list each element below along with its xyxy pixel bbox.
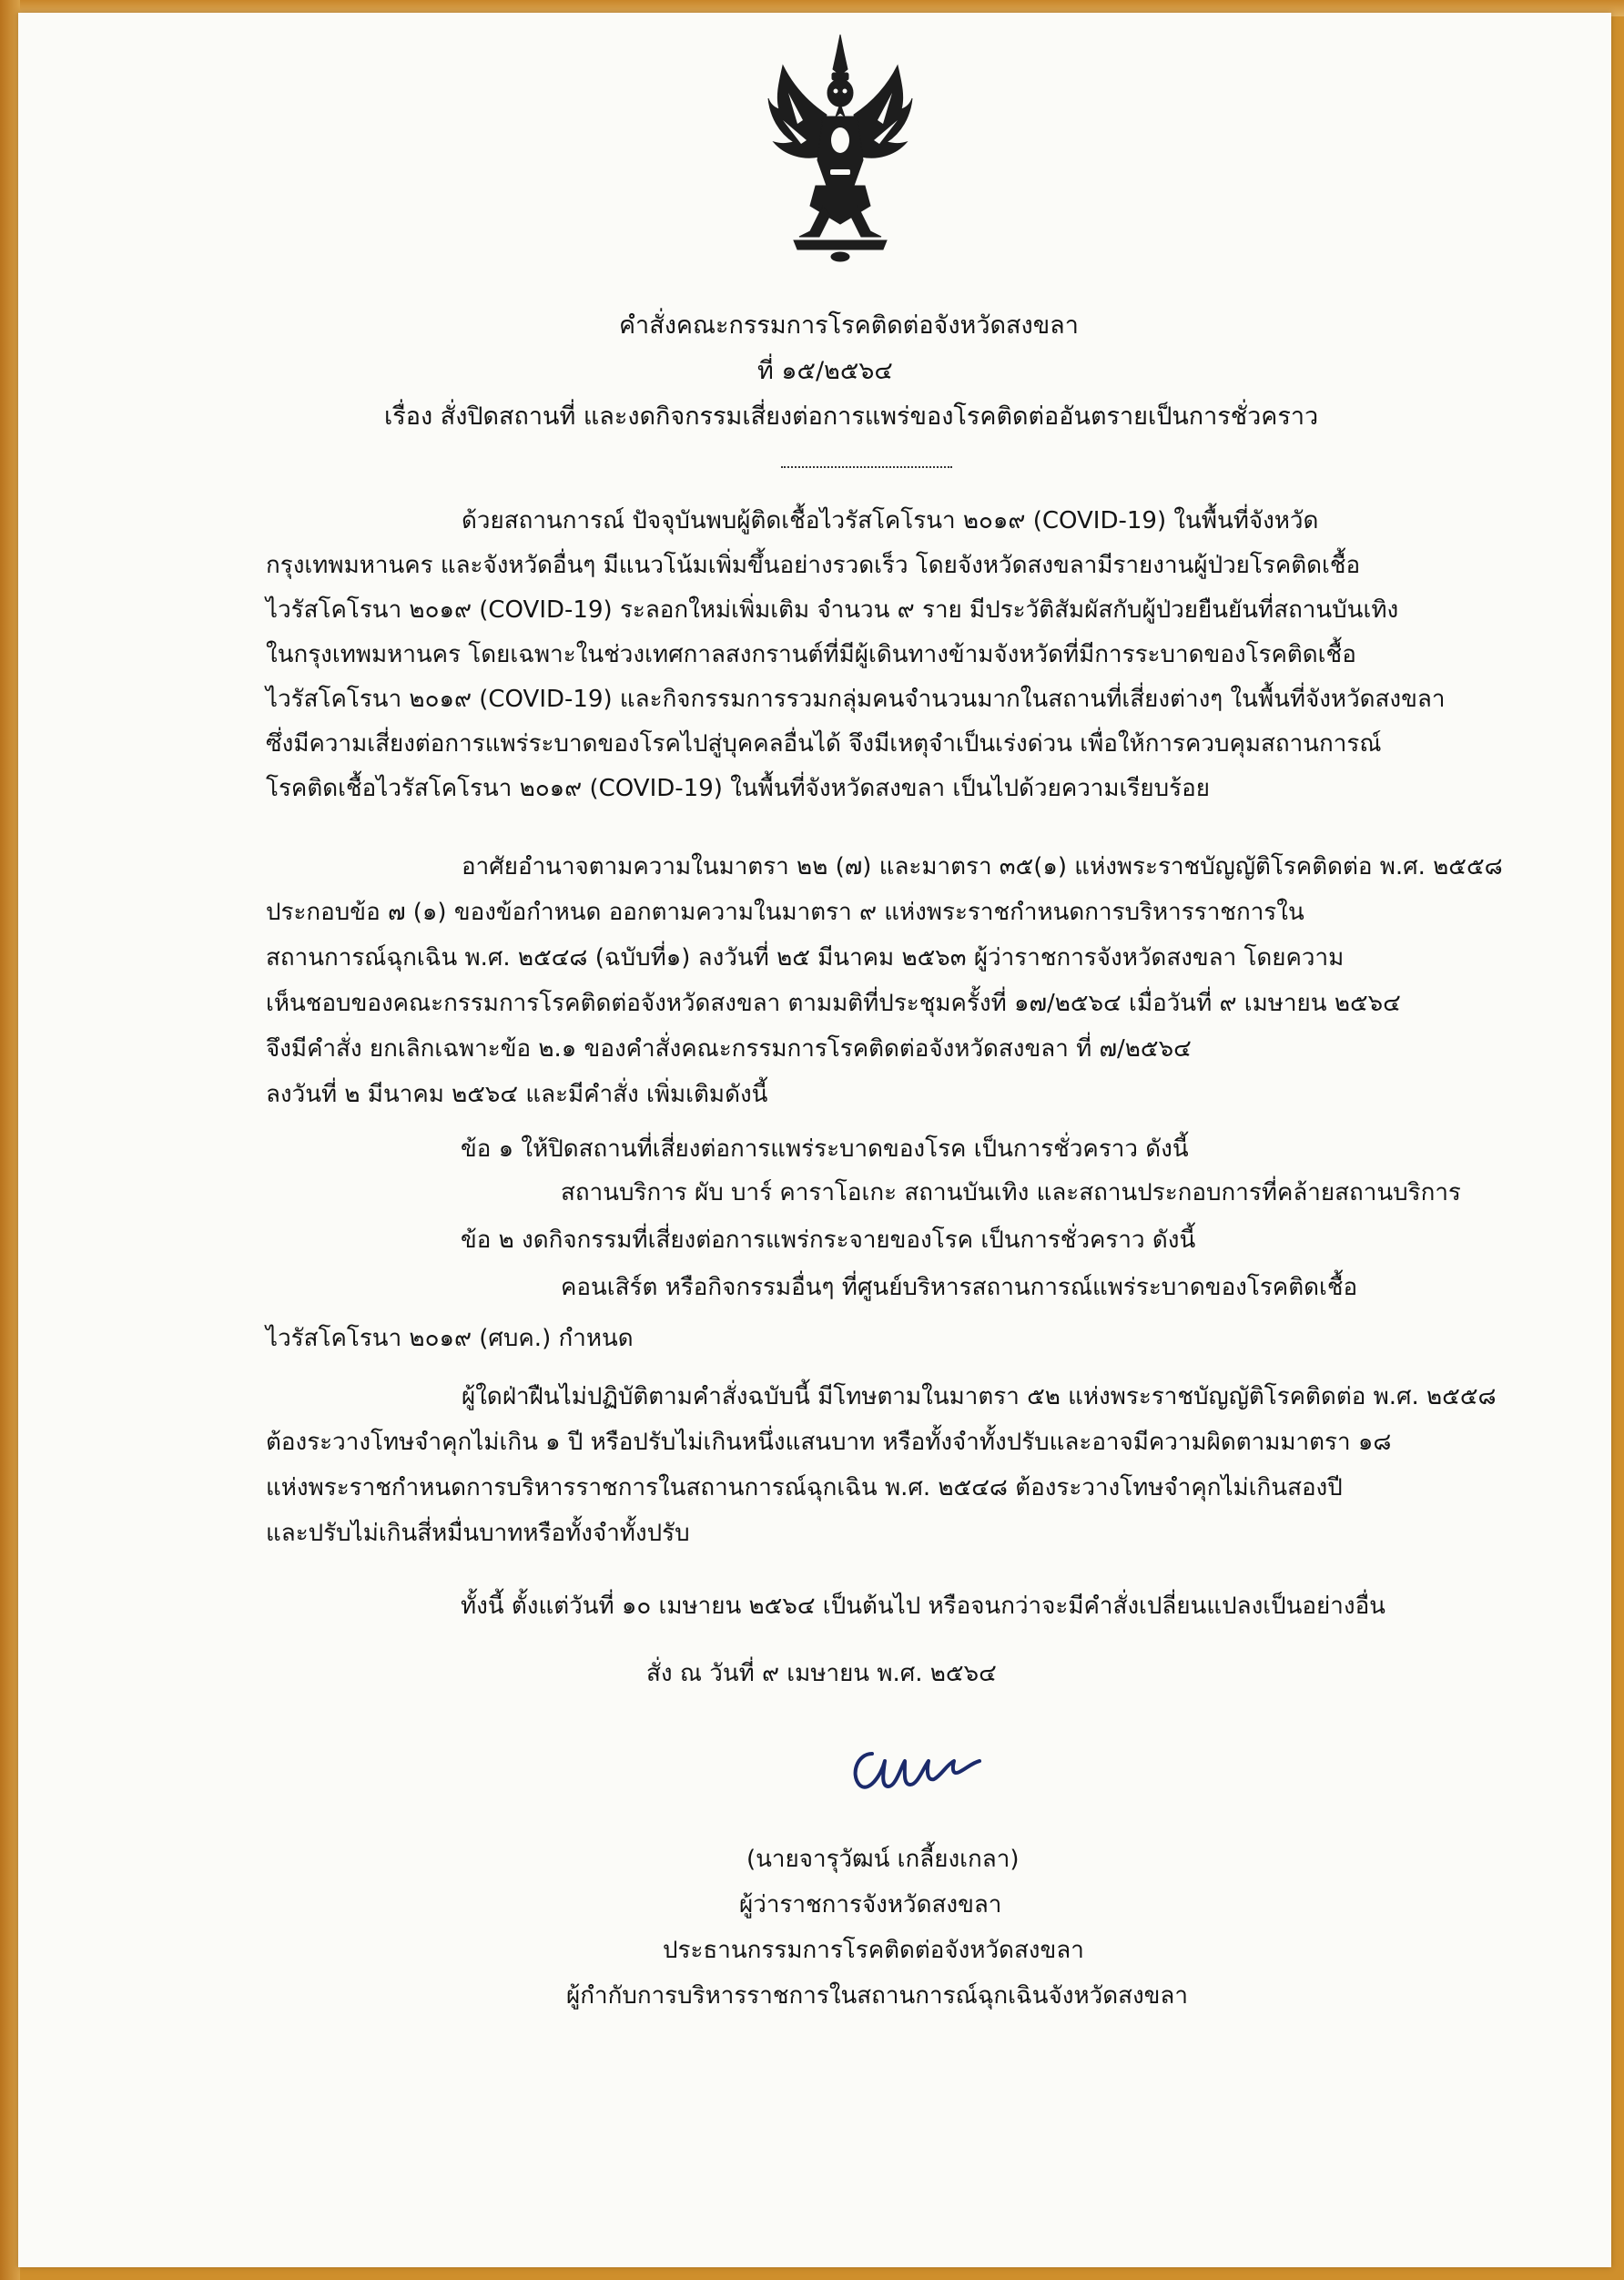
paragraph-line: และปรับไม่เกินสี่หมื่นบาทหรือทั้งจำทั้งปรับ <box>266 1520 690 1547</box>
paragraph-line: ในกรุงเทพมหานคร โดยเฉพาะในช่วงเทศกาลสงกรานต์ที่มีผู้เดินทางข้ามจังหวัดที่มีการระบาดของโรคติดเชื้อ <box>266 641 1356 668</box>
page-edge-left <box>0 0 20 2280</box>
paragraph-line: ประกอบข้อ ๗ (๑) ของข้อกำหนด ออกตามความในมาตรา ๙ แห่งพระราชกำหนดการบริหารราชการใน <box>266 899 1304 926</box>
clause-2-detail-continued: ไวรัสโคโรนา ๒๐๑๙ (ศบค.) กำหนด <box>266 1325 634 1352</box>
document-sheet <box>18 13 1611 2267</box>
signatory-position-supervisor: ผู้กำกับการบริหารราชการในสถานการณ์ฉุกเฉินจังหวัดสงขลา <box>566 1982 1188 2010</box>
paragraph-line: สถานการณ์ฉุกเฉิน พ.ศ. ๒๕๔๘ (ฉบับที่๑) ลงวันที่ ๒๕ มีนาคม ๒๕๖๓ ผู้ว่าราชการจังหวัดสงขลา โดยความ <box>266 944 1345 972</box>
paragraph-line: ต้องระวางโทษจำคุกไม่เกิน ๑ ปี หรือปรับไม่เกินหนึ่งแสนบาท หรือทั้งจำทั้งปรับและอาจมีความผิดตามมาตรา ๑๘ <box>266 1429 1392 1456</box>
ordered-date: สั่ง ณ วันที่ ๙ เมษายน พ.ศ. ๒๕๖๔ <box>646 1660 997 1687</box>
order-number: ที่ ๑๕/๒๕๖๔ <box>757 357 893 385</box>
paragraph-line: แห่งพระราชกำหนดการบริหารราชการในสถานการณ์ฉุกเฉิน พ.ศ. ๒๕๔๘ ต้องระวางโทษจำคุกไม่เกินสองปี <box>266 1474 1343 1501</box>
paragraph-line: ด้วยสถานการณ์ ปัจจุบันพบผู้ติดเชื้อไวรัสโคโรนา ๒๐๑๙ (COVID-19) ในพื้นที่จังหวัด <box>462 507 1319 534</box>
clause-2-detail: คอนเสิร์ต หรือกิจกรรมอื่นๆ ที่ศูนย์บริหารสถานการณ์แพร่ระบาดของโรคติดเชื้อ <box>561 1274 1358 1301</box>
paragraph-line: จึงมีคำสั่ง ยกเลิกเฉพาะข้อ ๒.๑ ของคำสั่งคณะกรรมการโรคติดต่อจังหวัดสงขลา ที่ ๗/๒๕๖๔ <box>266 1035 1192 1063</box>
paragraph-authority <box>266 850 1503 1111</box>
clause-1-detail: สถานบริการ ผับ บาร์ คาราโอเกะ สถานบันเทิง และสถานประกอบการที่คล้ายสถานบริการ <box>561 1179 1461 1206</box>
order-title: คำสั่งคณะกรรมการโรคติดต่อจังหวัดสงขลา <box>619 311 1079 340</box>
garuda-emblem-icon <box>766 33 914 262</box>
paragraph-line: อาศัยอำนาจตามความในมาตรา ๒๒ (๗) และมาตรา ๓๕(๑) แห่งพระราชบัญญัติโรคติดต่อ พ.ศ. ๒๕๕๘ <box>462 853 1503 880</box>
clause-1-title: ข้อ ๑ ให้ปิดสถานที่เสี่ยงต่อการแพร่ระบาดของโรค เป็นการชั่วคราว ดังนี้ <box>461 1135 1189 1163</box>
signatory-position-chairman: ประธานกรรมการโรคติดต่อจังหวัดสงขลา <box>663 1937 1084 1964</box>
paragraph-penalty <box>266 1380 1497 1550</box>
signatory-name: (นายจารุวัฒน์ เกลี้ยงเกลา) <box>746 1846 1020 1873</box>
handwritten-signature <box>845 1734 983 1797</box>
signatory-position-governor: ผู้ว่าราชการจังหวัดสงขลา <box>739 1891 1002 1919</box>
paragraph-line: ไวรัสโคโรนา ๒๐๑๙ (COVID-19) ระลอกใหม่เพิ่มเติม จำนวน ๙ ราย มีประวัติสัมผัสกับผู้ป่วยยืนยันที่สถานบันเทิง <box>266 596 1399 624</box>
clause-2-title: ข้อ ๒ งดกิจกรรมที่เสี่ยงต่อการแพร่กระจายของโรค เป็นการชั่วคราว ดังนี้ <box>461 1227 1196 1254</box>
paragraph-situation <box>266 504 1445 805</box>
order-subject: เรื่อง สั่งปิดสถานที่ และงดกิจกรรมเสี่ยงต่อการแพร่ของโรคติดต่ออันตรายเป็นการชั่วคราว <box>384 402 1319 431</box>
paragraph-line: ไวรัสโคโรนา ๒๐๑๙ (COVID-19) และกิจกรรมการรวมกลุ่มคนจำนวนมากในสถานที่เสี่ยงต่างๆ ในพื้นที่จังหวัดสงขลา <box>266 686 1446 713</box>
effective-date: ทั้งนี้ ตั้งแต่วันที่ ๑๐ เมษายน ๒๕๖๔ เป็นต้นไป หรือจนกว่าจะมีคำสั่งเปลี่ยนแปลงเป็นอย่างอื่น <box>461 1593 1385 1620</box>
separator-dots <box>781 466 952 468</box>
paragraph-line: โรคติดเชื้อไวรัสโคโรนา ๒๐๑๙ (COVID-19) ในพื้นที่จังหวัดสงขลา เป็นไปด้วยความเรียบร้อย <box>266 775 1210 802</box>
paragraph-line: กรุงเทพมหานคร และจังหวัดอื่นๆ มีแนวโน้มเพิ่มขึ้นอย่างรวดเร็ว โดยจังหวัดสงขลามีรายงานผู้ป่วยโรคติดเชื้อ <box>266 552 1361 579</box>
paragraph-line: ลงวันที่ ๒ มีนาคม ๒๕๖๔ และมีคำสั่ง เพิ่มเติมดังนี้ <box>266 1081 768 1108</box>
paragraph-line: เห็นชอบของคณะกรรมการโรคติดต่อจังหวัดสงขลา ตามมติที่ประชุมครั้งที่ ๑๗/๒๕๖๔ เมื่อวันที่ ๙ เมษายน ๒๕๖๔ <box>266 990 1401 1017</box>
paragraph-line: ซึ่งมีความเสี่ยงต่อการแพร่ระบาดของโรคไปสู่บุคคลอื่นได้ จึงมีเหตุจำเป็นเร่งด่วน เพื่อให้การควบคุมสถานการณ์ <box>266 730 1382 758</box>
paragraph-line: ผู้ใดฝ่าฝืนไม่ปฏิบัติตามคำสั่งฉบับนี้ มีโทษตามในมาตรา ๕๒ แห่งพระราชบัญญัติโรคติดต่อ พ.ศ. ๒๕๕๘ <box>462 1383 1497 1410</box>
